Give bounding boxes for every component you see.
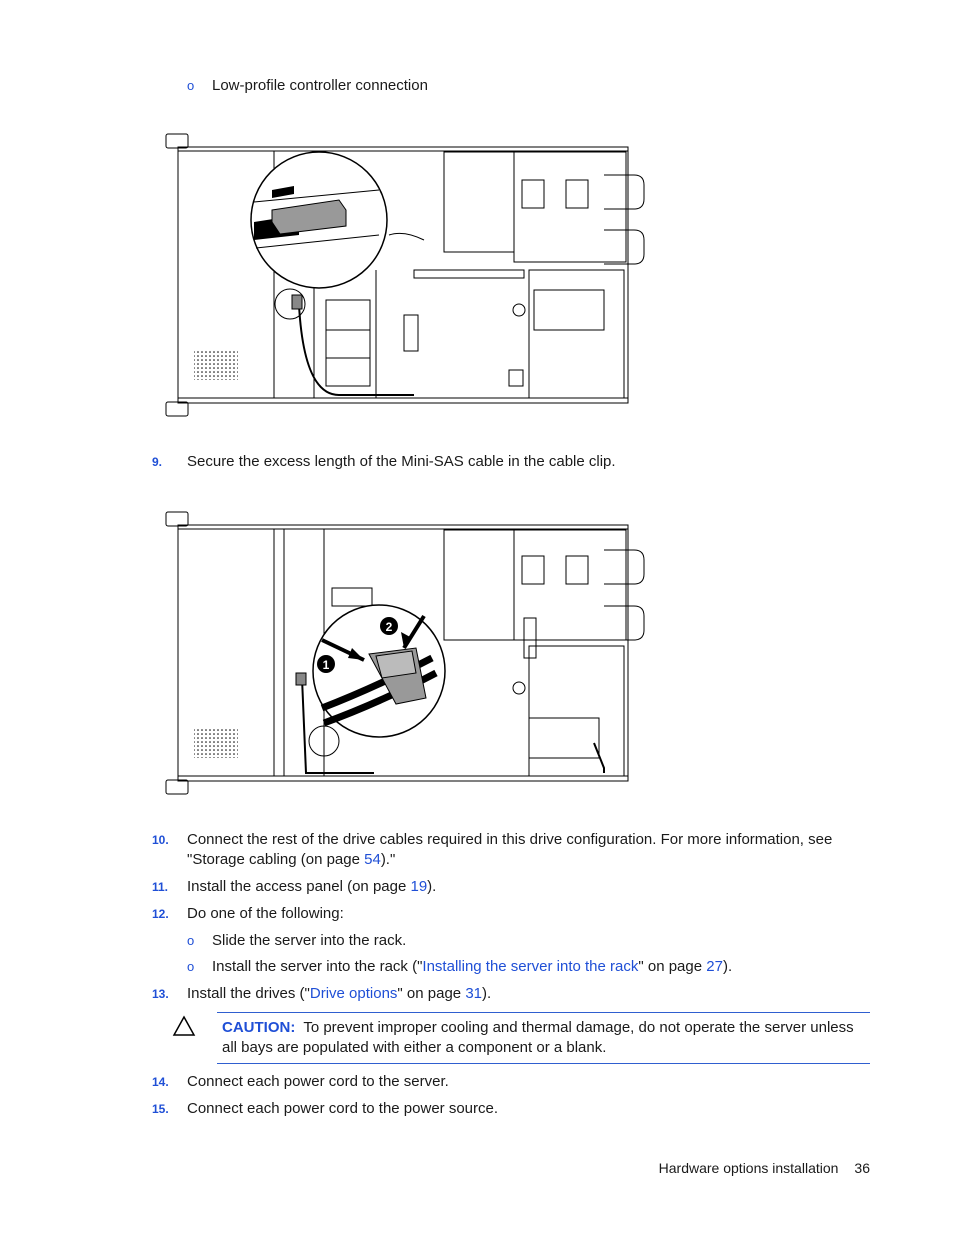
step-number: 12.: [152, 907, 169, 921]
step-number: 13.: [152, 987, 169, 1001]
step-number: 9.: [152, 455, 163, 469]
sub-bullet-marker: o: [187, 933, 195, 948]
step-13-text: [187, 984, 491, 1004]
step-15-text: Connect each power cord to the power source.: [187, 1100, 499, 1117]
page-link-31[interactable]: 31: [465, 985, 482, 1002]
sub-item-prefix: Install the server into the rack (": [212, 958, 423, 975]
footer-section: Hardware options installation: [658, 1160, 839, 1176]
step-12-text: Do one of the following:: [187, 905, 344, 922]
step-11-suffix: ).: [427, 878, 437, 895]
step-9-text: Secure the excess length of the Mini-SAS cable in the cable clip.: [187, 453, 616, 470]
page-footer: [659, 1158, 870, 1178]
step-11-text: [187, 877, 436, 897]
sub-bullet-marker: o: [187, 78, 195, 93]
caution-text: [222, 1018, 867, 1058]
caution-box: [217, 1012, 870, 1064]
step-11-prefix: Install the access panel (on page: [187, 878, 411, 895]
step-13-middle: " on page: [397, 985, 466, 1002]
page-link-27[interactable]: 27: [706, 958, 723, 975]
sub-item-middle: " on page: [638, 958, 707, 975]
step-14-text: Connect each power cord to the server.: [187, 1073, 449, 1090]
step-10-line1: Connect the rest of the drive cables required in this drive configuration. For more information, see: [187, 831, 833, 848]
caution-body: To prevent improper cooling and thermal damage, do not operate the server unless all bays are populated with either a component or a blank.: [222, 1019, 854, 1056]
step-number: 14.: [152, 1075, 169, 1089]
sub-item-install-server: [212, 957, 732, 977]
sub-item-slide-server: Slide the server into the rack.: [212, 932, 407, 949]
sub-item-suffix: ).: [722, 958, 733, 975]
figure-low-profile-controller-connection: [164, 130, 650, 420]
step-10-line2-suffix: ).": [380, 851, 396, 868]
step-13-suffix: ).: [482, 985, 492, 1002]
step-number: 15.: [152, 1102, 169, 1116]
callout-2: 2: [385, 620, 393, 634]
sub-item-low-profile: Low-profile controller connection: [212, 77, 428, 94]
step-10-line2: [187, 850, 395, 870]
step-number: 10.: [152, 833, 169, 847]
caution-label: CAUTION:: [222, 1019, 296, 1036]
link-installing-server-into-rack[interactable]: Installing the server into the rack: [422, 958, 639, 975]
footer-page-number: 36: [854, 1160, 870, 1176]
callout-1: 1: [322, 658, 330, 672]
link-drive-options[interactable]: Drive options: [309, 985, 398, 1002]
figure-cable-clip: [164, 508, 650, 802]
step-13-prefix: Install the drives (": [187, 985, 310, 1002]
page-link-19[interactable]: 19: [410, 878, 428, 895]
step-number: 11.: [152, 880, 169, 894]
caution-icon: [172, 1015, 196, 1037]
step-10-line2-prefix: "Storage cabling (on page: [187, 851, 365, 868]
page-link-54[interactable]: 54: [364, 851, 381, 868]
sub-bullet-marker: o: [187, 959, 195, 974]
